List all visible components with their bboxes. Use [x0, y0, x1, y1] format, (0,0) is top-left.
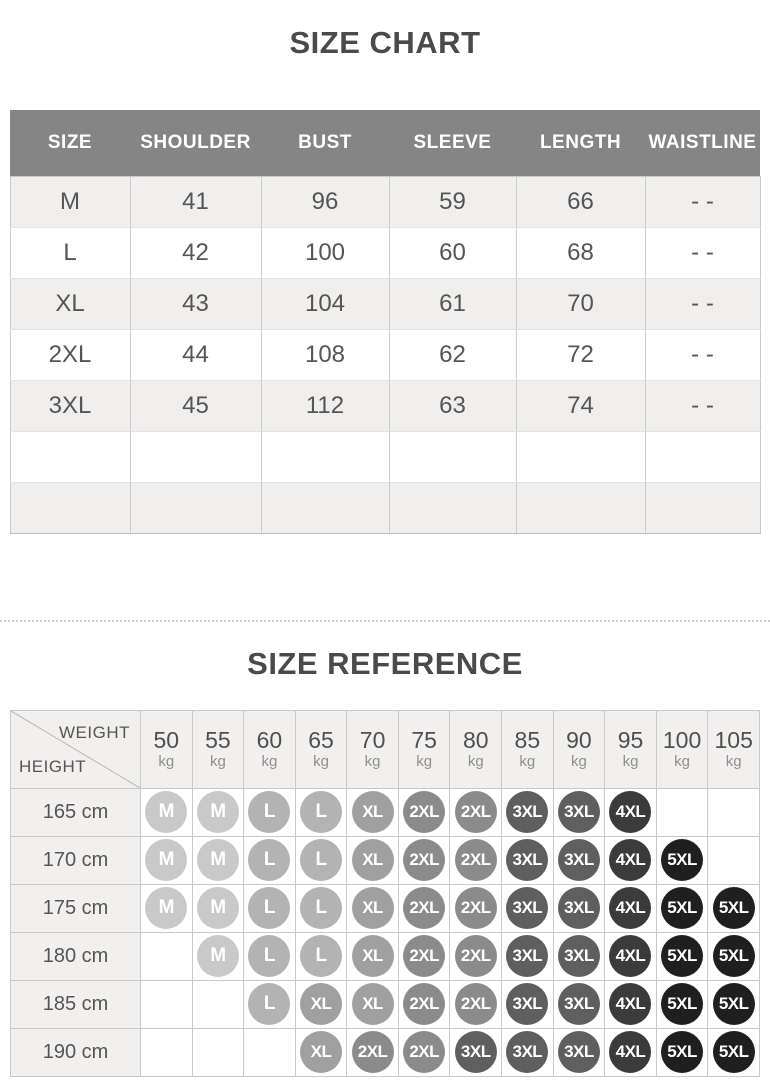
size-cell [605, 932, 657, 980]
column-header-sleeve: SLEEVE [389, 110, 516, 176]
weight-header-85 [502, 710, 554, 788]
value-cell [645, 482, 760, 533]
size-badge-3xl: 3XL [558, 983, 600, 1025]
size-cell [398, 932, 450, 980]
size-label-cell: 3XL [10, 380, 130, 431]
size-cell [295, 932, 347, 980]
size-badge-2xl: 2XL [403, 1031, 445, 1073]
value-cell: 66 [516, 176, 645, 227]
size-cell [347, 836, 399, 884]
height-label-cell: 185 cm [11, 980, 141, 1028]
size-badge-4xl: 4XL [609, 935, 651, 977]
size-cell [192, 836, 244, 884]
size-badge-4xl: 4XL [609, 1031, 651, 1073]
weight-unit: kg [622, 753, 639, 771]
weight-header-70 [347, 710, 399, 788]
size-badge-3xl: 3XL [506, 791, 548, 833]
weight-value: 55 [205, 726, 231, 753]
size-cell [656, 980, 708, 1028]
size-cell [605, 836, 657, 884]
size-label-cell [10, 431, 130, 482]
size-badge-xl: XL [352, 935, 394, 977]
size-badge-xl: XL [352, 983, 394, 1025]
value-cell: 62 [389, 329, 516, 380]
size-badge-xl: XL [352, 839, 394, 881]
weight-header-50 [141, 710, 193, 788]
size-badge-5xl: 5XL [661, 887, 703, 929]
size-cell [708, 1028, 760, 1076]
value-cell: - - [645, 329, 760, 380]
value-cell: 74 [516, 380, 645, 431]
column-header-bust: BUST [261, 110, 389, 176]
height-row [11, 980, 760, 1028]
column-header-shoulder: SHOULDER [130, 110, 261, 176]
weight-header-100 [656, 710, 708, 788]
height-label-cell: 170 cm [11, 836, 141, 884]
value-cell [261, 482, 389, 533]
weight-unit: kg [261, 753, 278, 771]
size-cell [347, 932, 399, 980]
size-badge-3xl: 3XL [558, 839, 600, 881]
value-cell: - - [645, 278, 760, 329]
size-cell [553, 932, 605, 980]
size-cell [192, 884, 244, 932]
size-cell [553, 1028, 605, 1076]
size-badge-2xl: 2XL [403, 935, 445, 977]
size-cell [553, 980, 605, 1028]
size-cell [295, 884, 347, 932]
weight-value: 90 [566, 726, 592, 753]
size-cell [398, 836, 450, 884]
size-badge-l: L [248, 887, 290, 929]
size-badge-2xl: 2XL [455, 983, 497, 1025]
size-badge-2xl: 2XL [352, 1031, 394, 1073]
size-cell [347, 980, 399, 1028]
size-cell [553, 788, 605, 836]
size-cell [502, 788, 554, 836]
size-badge-3xl: 3XL [558, 935, 600, 977]
value-cell [130, 482, 261, 533]
weight-value: 65 [308, 726, 334, 753]
value-cell: 63 [389, 380, 516, 431]
value-cell: 59 [389, 176, 516, 227]
corner-weight-label: WEIGHT [59, 722, 130, 742]
size-cell [398, 1028, 450, 1076]
size-badge-5xl: 5XL [661, 839, 703, 881]
weight-header-55 [192, 710, 244, 788]
size-cell [295, 980, 347, 1028]
empty-cell [708, 788, 760, 836]
weight-value: 75 [411, 726, 437, 753]
empty-cell [141, 1028, 193, 1076]
size-cell [605, 884, 657, 932]
size-badge-l: L [248, 935, 290, 977]
size-cell [502, 884, 554, 932]
size-badge-2xl: 2XL [455, 935, 497, 977]
table-row [10, 176, 760, 227]
table-row [10, 482, 760, 533]
size-cell [347, 884, 399, 932]
value-cell: 45 [130, 380, 261, 431]
size-cell [502, 980, 554, 1028]
size-badge-5xl: 5XL [661, 983, 703, 1025]
size-cell [347, 788, 399, 836]
weight-value: 105 [714, 726, 753, 753]
size-cell [450, 1028, 502, 1076]
size-badge-5xl: 5XL [661, 935, 703, 977]
size-badge-m: M [145, 839, 187, 881]
size-cell [244, 932, 296, 980]
value-cell: 100 [261, 227, 389, 278]
size-badge-5xl: 5XL [713, 1031, 755, 1073]
size-badge-l: L [300, 935, 342, 977]
size-cell [656, 884, 708, 932]
value-cell: 70 [516, 278, 645, 329]
size-cell [192, 788, 244, 836]
weight-value: 85 [514, 726, 541, 753]
size-badge-xl: XL [352, 887, 394, 929]
corner-height-label: HEIGHT [19, 756, 87, 776]
size-cell [244, 788, 296, 836]
size-cell [244, 980, 296, 1028]
size-badge-5xl: 5XL [713, 887, 755, 929]
size-badge-l: L [248, 839, 290, 881]
weight-value: 100 [662, 726, 702, 753]
height-row [11, 836, 760, 884]
size-badge-3xl: 3XL [558, 1031, 600, 1073]
value-cell: 104 [261, 278, 389, 329]
size-chart-title: SIZE CHART [289, 25, 481, 60]
size-badge-4xl: 4XL [609, 983, 651, 1025]
value-cell: 96 [261, 176, 389, 227]
value-cell [261, 431, 389, 482]
size-badge-3xl: 3XL [558, 887, 600, 929]
weight-header-95 [605, 710, 657, 788]
size-label-cell: L [10, 227, 130, 278]
value-cell: - - [645, 176, 760, 227]
empty-cell [192, 980, 244, 1028]
empty-cell [141, 980, 193, 1028]
size-reference-title: SIZE REFERENCE [247, 645, 523, 681]
size-badge-4xl: 4XL [609, 791, 651, 833]
size-badge-l: L [300, 791, 342, 833]
size-cell [295, 788, 347, 836]
size-badge-xl: XL [300, 983, 342, 1025]
size-cell [656, 1028, 708, 1076]
value-cell [645, 431, 760, 482]
height-label-cell: 175 cm [11, 884, 141, 932]
size-badge-l: L [248, 983, 290, 1025]
value-cell [389, 482, 516, 533]
size-cell [450, 884, 502, 932]
height-row [11, 884, 760, 932]
size-badge-m: M [145, 887, 187, 929]
size-badge-l: L [300, 887, 342, 929]
empty-cell [244, 1028, 296, 1076]
size-badge-4xl: 4XL [609, 887, 651, 929]
value-cell: - - [645, 227, 760, 278]
size-cell [295, 1028, 347, 1076]
height-row [11, 788, 760, 836]
size-badge-l: L [300, 839, 342, 881]
value-cell [516, 431, 645, 482]
size-badge-5xl: 5XL [713, 935, 755, 977]
size-label-cell: XL [10, 278, 130, 329]
size-cell [656, 932, 708, 980]
size-cell [295, 836, 347, 884]
column-header-length: LENGTH [516, 110, 645, 176]
size-badge-3xl: 3XL [506, 839, 548, 881]
size-cell [398, 788, 450, 836]
size-label-cell [10, 482, 130, 533]
size-label-cell: M [10, 176, 130, 227]
weight-unit: kg [519, 753, 536, 771]
size-badge-m: M [197, 887, 239, 929]
size-cell [708, 884, 760, 932]
height-label-cell: 190 cm [11, 1028, 141, 1076]
empty-cell [192, 1028, 244, 1076]
size-badge-2xl: 2XL [455, 839, 497, 881]
size-badge-m: M [145, 791, 187, 833]
size-badge-5xl: 5XL [661, 1031, 703, 1073]
weight-header-75 [398, 710, 450, 788]
size-label-cell: 2XL [10, 329, 130, 380]
size-badge-l: L [248, 791, 290, 833]
size-badge-3xl: 3XL [558, 791, 600, 833]
size-badge-m: M [197, 935, 239, 977]
weight-unit: kg [674, 753, 690, 771]
value-cell: 61 [389, 278, 516, 329]
value-cell [516, 482, 645, 533]
table-row [10, 227, 760, 278]
weight-unit: kg [416, 753, 433, 771]
size-badge-2xl: 2XL [403, 983, 445, 1025]
size-badge-3xl: 3XL [506, 983, 548, 1025]
value-cell [389, 431, 516, 482]
size-badge-4xl: 4XL [609, 839, 651, 881]
weight-value: 95 [617, 726, 644, 753]
weight-unit: kg [158, 753, 175, 771]
value-cell: 112 [261, 380, 389, 431]
table-row [10, 380, 760, 431]
size-cell [398, 884, 450, 932]
value-cell: 43 [130, 278, 261, 329]
weight-value: 60 [256, 726, 283, 753]
size-badge-5xl: 5XL [713, 983, 755, 1025]
value-cell: 42 [130, 227, 261, 278]
value-cell: 108 [261, 329, 389, 380]
size-reference-header-row [11, 710, 760, 788]
size-badge-3xl: 3XL [506, 935, 548, 977]
weight-value: 50 [153, 726, 180, 753]
size-cell [347, 1028, 399, 1076]
size-cell [605, 980, 657, 1028]
weight-header-60 [244, 710, 296, 788]
weight-header-90 [553, 710, 605, 788]
size-badge-3xl: 3XL [506, 1031, 548, 1073]
value-cell [130, 431, 261, 482]
size-badge-2xl: 2XL [455, 791, 497, 833]
weight-unit: kg [364, 753, 381, 771]
weight-header-65 [295, 710, 347, 788]
size-cell [502, 836, 554, 884]
size-cell [553, 884, 605, 932]
size-cell [502, 1028, 554, 1076]
size-cell [605, 1028, 657, 1076]
size-cell [708, 932, 760, 980]
size-cell [192, 932, 244, 980]
size-reference-table [10, 710, 760, 1077]
value-cell: 60 [389, 227, 516, 278]
size-cell [502, 932, 554, 980]
weight-unit: kg [209, 753, 226, 771]
height-row [11, 1028, 760, 1076]
size-badge-3xl: 3XL [506, 887, 548, 929]
weight-unit: kg [725, 753, 742, 771]
column-header-size: SIZE [10, 110, 130, 176]
corner-cell [11, 710, 141, 788]
empty-cell [656, 788, 708, 836]
weight-unit: kg [467, 753, 484, 771]
size-cell [141, 788, 193, 836]
weight-header-105 [708, 710, 760, 788]
size-cell [605, 788, 657, 836]
size-cell [708, 980, 760, 1028]
size-cell [141, 836, 193, 884]
weight-unit: kg [570, 753, 587, 771]
empty-cell [708, 836, 760, 884]
size-badge-3xl: 3XL [455, 1031, 497, 1073]
empty-cell [141, 932, 193, 980]
table-row [10, 278, 760, 329]
table-row [10, 431, 760, 482]
size-cell [141, 884, 193, 932]
size-badge-2xl: 2XL [403, 887, 445, 929]
size-badge-2xl: 2XL [403, 839, 445, 881]
size-chart-header-row [10, 110, 760, 176]
size-badge-2xl: 2XL [403, 791, 445, 833]
value-cell: 72 [516, 329, 645, 380]
size-badge-m: M [197, 791, 239, 833]
size-cell [244, 836, 296, 884]
weight-header-80 [450, 710, 502, 788]
size-cell [450, 932, 502, 980]
table-row [10, 329, 760, 380]
height-label-cell: 180 cm [11, 932, 141, 980]
size-badge-2xl: 2XL [455, 887, 497, 929]
value-cell: 41 [130, 176, 261, 227]
height-row [11, 932, 760, 980]
size-cell [553, 836, 605, 884]
size-chart-table [10, 110, 761, 534]
size-cell [450, 980, 502, 1028]
size-cell [244, 884, 296, 932]
size-cell [398, 980, 450, 1028]
value-cell: - - [645, 380, 760, 431]
height-label-cell: 165 cm [11, 788, 141, 836]
weight-value: 80 [462, 726, 489, 753]
column-header-waistline: WAISTLINE [645, 110, 760, 176]
size-cell [656, 836, 708, 884]
value-cell: 44 [130, 329, 261, 380]
weight-unit: kg [313, 753, 329, 771]
size-cell [450, 836, 502, 884]
size-badge-xl: XL [300, 1031, 342, 1073]
size-cell [450, 788, 502, 836]
size-badge-m: M [197, 839, 239, 881]
size-badge-xl: XL [352, 791, 394, 833]
value-cell: 68 [516, 227, 645, 278]
weight-value: 70 [359, 726, 386, 753]
